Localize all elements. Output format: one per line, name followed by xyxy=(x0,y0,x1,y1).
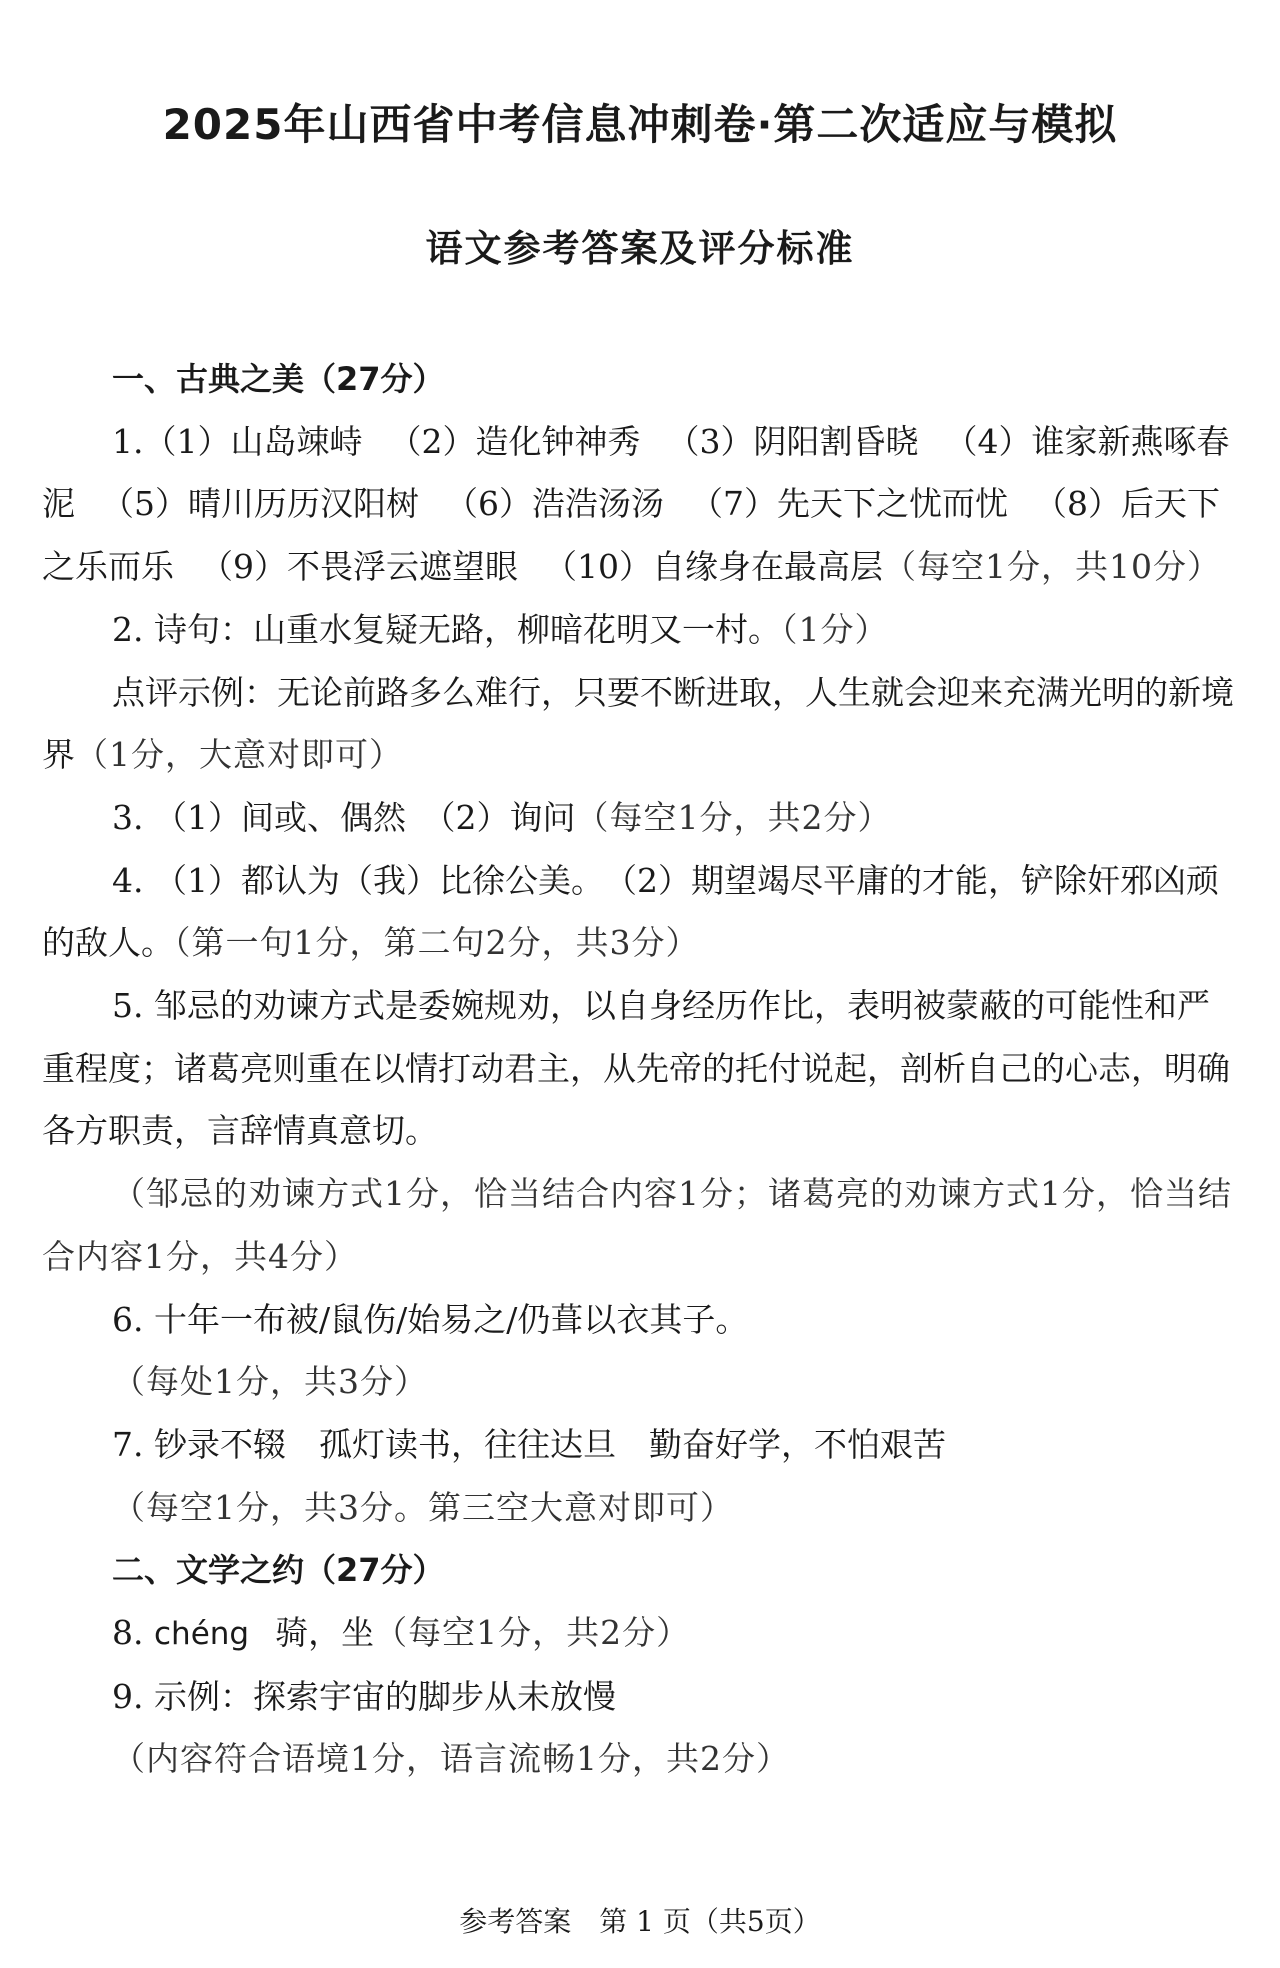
answer-q5 xyxy=(42,975,1238,1163)
q8-number: 8. xyxy=(112,1613,144,1653)
q4-score: （第一句1分，第二句2分，共3分） xyxy=(174,923,700,963)
q1-blank-10: （10）自缘身在最高层 xyxy=(544,547,883,587)
q1-blank-6: （6）浩浩汤汤 xyxy=(445,484,664,524)
q1-blank-5: （5）晴川历历汉阳树 xyxy=(101,484,419,524)
q1-blank-7: （7）先天下之忧而忧 xyxy=(690,484,1008,524)
q2-poem-line: 2. 诗句：山重水复疑无路，柳暗花明又一村。 xyxy=(112,609,781,649)
q3-text: 3. （1）间或、偶然 （2）询问 xyxy=(112,797,576,837)
q5-score: （邹忌的劝谏方式1分，恰当结合内容1分；诸葛亮的劝谏方式1分，恰当结合内容1分，共4分） xyxy=(42,1174,1232,1276)
q1-blank-4: （4）谁家新燕啄春泥 xyxy=(42,421,1230,524)
q1-blank-8: （8）后天下之乐而乐 xyxy=(42,484,1220,587)
answer-q2 xyxy=(42,599,1238,662)
q2-comment-text: 点评示例：无论前路多么难行，只要不断进取，人生就会迎来充满光明的新境界 xyxy=(42,672,1234,775)
q2-comment-score: （1分，大意对即可） xyxy=(75,735,403,775)
answer-q1 xyxy=(42,411,1238,599)
answer-q7: 7. 钞录不辍 孤灯读书，往往达旦 勤奋好学，不怕艰苦 xyxy=(112,1424,946,1464)
answer-q2-comment xyxy=(42,662,1238,787)
answer-q6: 6. 十年一布被/鼠伤/始易之/仍葺以衣其子。 xyxy=(112,1299,749,1339)
answer-q9: 9. 示例：探索宇宙的脚步从未放慢 xyxy=(112,1676,616,1716)
q2-poem-score: （1分） xyxy=(780,609,889,649)
q1-blank-1: （1）山岛竦峙 xyxy=(143,421,363,461)
page-title: 2025年山西省中考信息冲刺卷·第二次适应与模拟 xyxy=(162,100,1118,149)
page-subtitle: 语文参考答案及评分标准 xyxy=(425,227,855,270)
q4-text: 4. （1）都认为（我）比徐公美。 （2）期望竭尽平庸的才能，铲除奸邪凶顽的敌人。 xyxy=(42,860,1219,963)
q1-blank-2: （2）造化钟神秀 xyxy=(388,421,641,461)
q1-blank-9: （9）不畏浮云遮望眼 xyxy=(200,547,518,587)
section-heading-literature: 二、文学之约（27分） xyxy=(112,1551,445,1590)
answer-content xyxy=(42,348,1238,1791)
q8-score: （每空1分，共2分） xyxy=(374,1613,691,1653)
q5-text: 5. 邹忌的劝谏方式是委婉规劝，以自身经历作比，表明被蒙蔽的可能性和严重程度；诸葛亮则重在以情打动君主，从先帝的托付说起，剖析自己的心志，明确各方职责，言辞情真意切。 xyxy=(42,986,1230,1151)
q6-score: （每处1分，共3分） xyxy=(112,1362,428,1402)
q8-pinyin: chéng xyxy=(154,1616,250,1653)
page-footer: 参考答案 第 1 页（共5页） xyxy=(459,1905,821,1938)
answer-q3 xyxy=(42,787,1238,850)
answer-q4 xyxy=(42,850,1238,975)
q7-score: （每空1分，共3分。第三空大意对即可） xyxy=(112,1487,734,1527)
q1-score: （每空1分，共10分） xyxy=(883,547,1221,587)
section-heading-classical: 一、古典之美（27分） xyxy=(112,360,445,398)
q9-score: （内容符合语境1分，语言流畅1分，共2分） xyxy=(112,1739,790,1779)
answer-q8 xyxy=(42,1602,1238,1666)
q1-number: 1. xyxy=(112,421,144,461)
q3-score: （每空1分，共2分） xyxy=(575,797,892,837)
q1-blank-3: （3）阴阳割昏晓 xyxy=(666,421,919,461)
q8-text: 骑，坐 xyxy=(275,1613,375,1653)
